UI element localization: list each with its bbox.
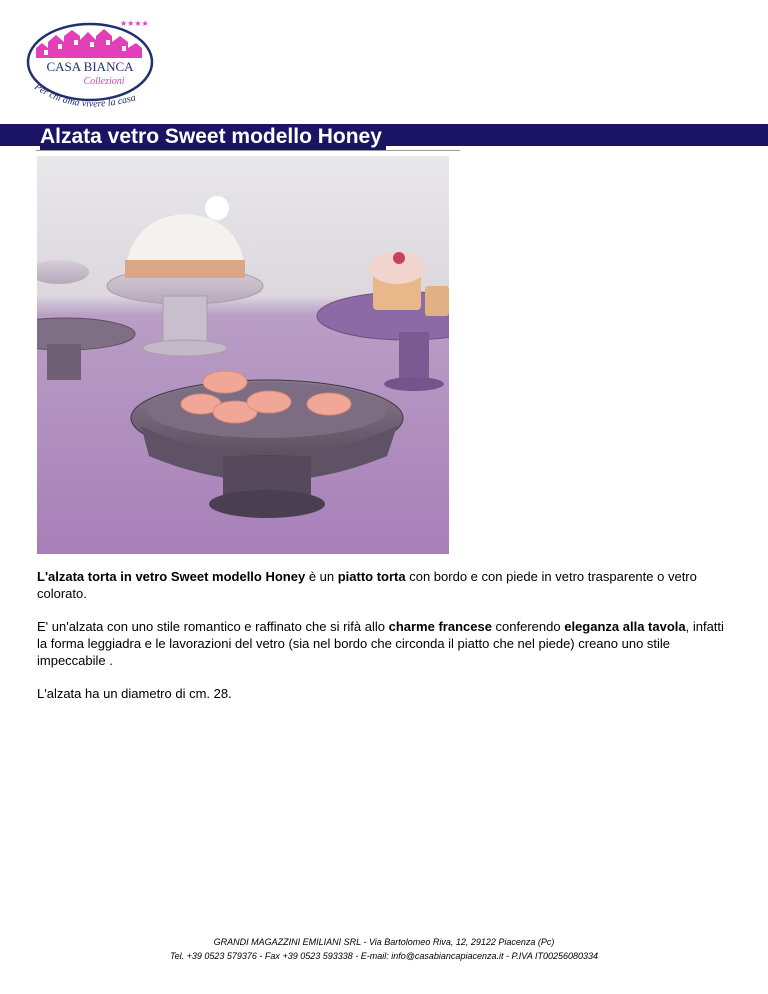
keyword-strong: charme francese	[388, 619, 492, 634]
text-fragment: è un	[305, 569, 338, 584]
logo-brand: CASA BIANCA	[46, 59, 134, 74]
footer-contacts: Tel. +39 0523 579376 - Fax +39 0523 593338 - E-mail: info@casabiancapiacenza.it - P.IVA IT00256080334	[169, 951, 599, 961]
text-fragment: con bordo e con piede in vetro trasparente o vetro colorato.	[37, 569, 697, 601]
text-fragment: conferendo	[491, 619, 565, 634]
text-fragment: , infatti la forma leggiadra e le lavorazioni del vetro (sia nel bordo che circonda il piatto che nel piede) creano uno stile impeccabile .	[37, 619, 724, 668]
description-paragraph-2	[37, 618, 727, 669]
description-paragraph-1	[37, 568, 727, 602]
page-title: Alzata vetro Sweet modello Honey	[40, 124, 386, 150]
product-photo	[37, 156, 449, 554]
product-name-strong: L'alzata torta in vetro Sweet modello Honey	[37, 569, 306, 584]
text-fragment: E' un'alzata con uno stile romantico e raffinato che si rifà allo	[37, 619, 389, 634]
logo-script: Collezioni	[83, 76, 125, 87]
product-description	[37, 568, 727, 718]
keyword-strong: eleganza alla tavola	[564, 619, 686, 634]
footer	[0, 935, 768, 963]
keyword-strong: piatto torta	[337, 569, 406, 584]
footer-address: GRANDI MAGAZZINI EMILIANI SRL - Via Bartolomeo Riva, 12, 29122 Piacenza (Pc)	[213, 937, 555, 947]
stars-icon: ★★★★	[120, 19, 149, 28]
logo-tagline-path: Per chi ama vivere la casa	[32, 81, 137, 110]
description-paragraph-3: L'alzata ha un diametro di cm. 28.	[37, 686, 232, 701]
casa-bianca-logo	[22, 10, 162, 116]
